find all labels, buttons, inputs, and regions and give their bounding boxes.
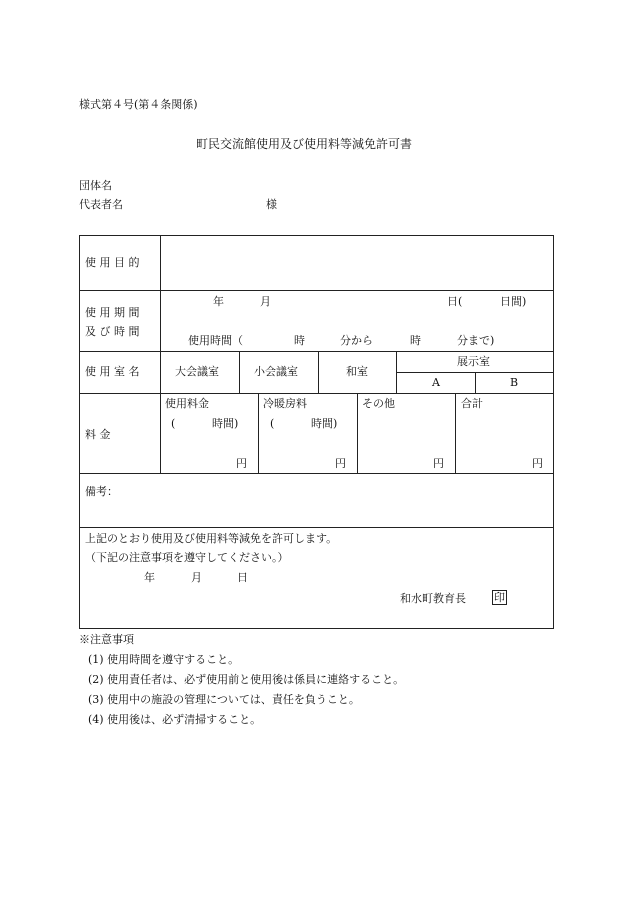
notes-item: (1) 使用時間を遵守すること。 [88, 653, 240, 666]
approval-year: 年 [144, 571, 155, 584]
fee-usage-yen: 円 [236, 457, 247, 470]
period-month: 月 [260, 295, 271, 308]
time-minute-from: 分から [340, 334, 373, 347]
notes-item: (4) 使用後は、必ず清掃すること。 [88, 713, 262, 726]
approval-month: 月 [191, 571, 202, 584]
room-japanese: 和室 [346, 365, 368, 378]
document-title: 町民交流館使用及び使用料等減免許可書 [196, 137, 413, 151]
honorific: 様 [266, 198, 277, 211]
period-label-line2: 及 び 時 間 [85, 325, 140, 338]
fee-total-yen: 円 [532, 457, 543, 470]
signer-title: 和水町教育長 [400, 592, 466, 605]
time-hour-end: 時 [410, 334, 421, 347]
remarks-label: 備考： [85, 485, 118, 498]
period-label-line1: 使 用 期 間 [85, 306, 140, 319]
exhibition-b: B [510, 376, 519, 389]
group-name-label: 団体名 [79, 179, 112, 192]
time-minute-to: 分まで) [457, 334, 495, 347]
form-number: 様式第４号(第４条関係) [79, 98, 198, 111]
purpose-label: 使 用 目 的 [85, 256, 140, 269]
period-days: 日間) [500, 295, 527, 308]
notes-item: (3) 使用中の施設の管理については、責任を負うこと。 [88, 693, 360, 706]
seal-mark: 印 [494, 591, 505, 604]
fee-total: 合計 [461, 397, 483, 410]
fee-aircon-yen: 円 [335, 457, 346, 470]
time-hour-start: 時 [294, 334, 305, 347]
room-label: 使 用 室 名 [85, 365, 140, 378]
period-year: 年 [213, 295, 224, 308]
fee-other-yen: 円 [433, 457, 444, 470]
fee-label-text: 料 金 [85, 428, 111, 441]
approval-note: （下記の注意事項を遵守してください。） [85, 551, 289, 564]
fee-label [85, 429, 155, 440]
room-large-meeting: 大会議室 [175, 365, 219, 378]
room-small-meeting: 小会議室 [254, 365, 298, 378]
fee-aircon: 冷暖房料 [263, 397, 307, 410]
room-exhibition: 展示室 [457, 355, 490, 368]
fee-aircon-hours-open: ( [270, 417, 275, 430]
fee-usage: 使用料金 [165, 397, 209, 410]
approval-text: 上記のとおり使用及び使用料等減免を許可します。 [85, 532, 338, 545]
exhibition-a: A [432, 376, 440, 389]
period-day: 日( [447, 295, 463, 308]
notes-heading: ※注意事項 [79, 633, 134, 646]
usage-time-label: 使用時間（ [188, 334, 243, 347]
notes-item: (2) 使用責任者は、必ず使用前と使用後は係員に連絡すること。 [88, 673, 405, 686]
fee-usage-hours-open: ( [171, 417, 176, 430]
representative-label: 代表者名 [79, 198, 123, 211]
fee-aircon-hours-close: 時間) [311, 417, 338, 430]
fee-other: その他 [362, 397, 395, 410]
approval-day: 日 [237, 571, 248, 584]
fee-usage-hours-close: 時間) [212, 417, 239, 430]
